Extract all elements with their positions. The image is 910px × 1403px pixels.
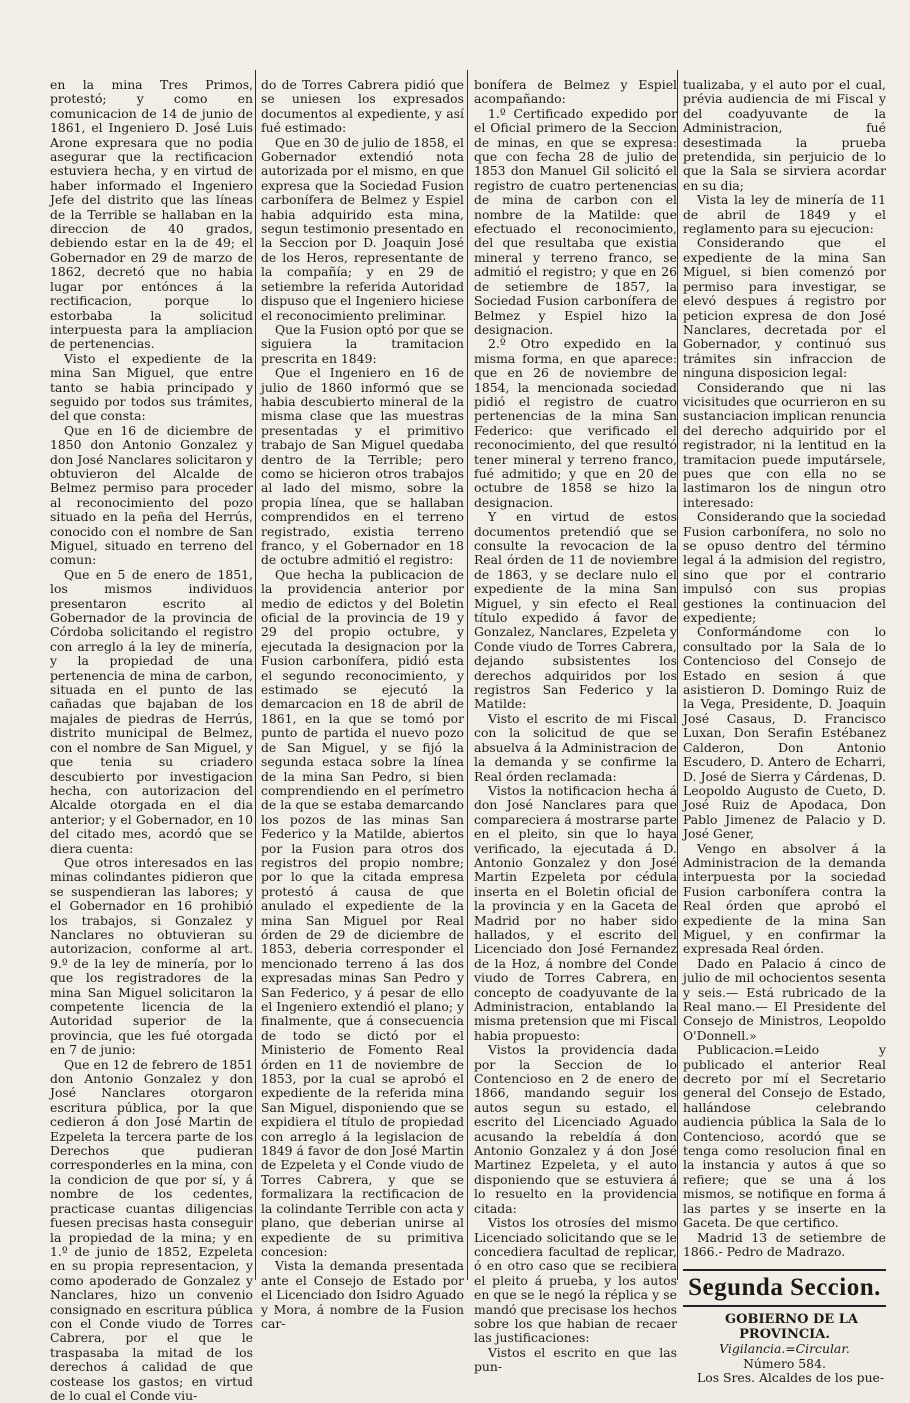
paragraph: bonífera de Belmez y Espiel acompañando: (474, 77, 677, 107)
text-column-4 (683, 77, 886, 1385)
paragraph: Que en 12 de febrero de 1851 don Antonio Gonzalez y don José Nanclares otorgaron escritura pública, por la que cedieron á don José Martin de Ezpeleta la tercera parte de los Derechos que pudieran corresponderles en la mina, con la condicion de que por sí, y á nombre de los cedentes, practicase cuantas diligencias fuesen precisas hasta conseguir la propiedad de la mina; y en 1.º de junio de 1852, Ezpeleta en su propia representacion, y como apoderado de Gonzalez y Nanclares, hizo un convenio consignado en escritura pública con el Conde viudo de Torres Cabrera, por el que le traspasaba la mitad de los derechos á calidad de que costease los gastos; en virtud de lo cual el Conde viu- (50, 1056, 253, 1403)
paragraph: Vistos la notificacion hecha á don José Nanclares para que compareciera á mostrarse parte en el pleito, sin que lo haya verificado, la ejecutada á D. Antonio Gonzalez y don José Martin Ezpeleta por cédula inserta en el Boletin oficial de la provincia y en la Gaceta de Madrid por no haber sido hallados, y el escrito del Licenciado don José Fernandez de la Hoz, á nombre del Conde viudo de Torres Cabrera, en concepto de coadyuvante de la Administracion, entablando la misma pretension que mi Fiscal habia propuesto: (474, 782, 677, 1043)
paragraph: Que hecha la publicacion de la providencia anterior por medio de edictos y del Boletin oficial de la provincia de 19 y 29 del propio octubre, y ejecutada la designacion por la Fusion carbonífera, pidió esta el segundo reconocimiento, y estimado se ejecutó la demarcacion en 18 de abril de 1861, en la que se tomó por punto de partida el nuevo pozo de San Miguel, y se fijó la segunda estaca sobre la línea de la mina San Pedro, si bien comprendiendo en el perímetro de la que se estaba demarcando los pozos de las minas San Federico y la Matilde, abiertos por la Fusion para otros dos registros del propio nombre; por lo que la citada empresa protestó á causa de que anulado el expediente de la mina San Miguel por Real órden de 29 de diciembre de 1853, deberia corresponder el mencionado terreno á las dos expresadas minas San Pedro y San Federico, y á pesar de ello el Ingeniero extendió el plano; y finalmente, que á consecuencia de todo se dictó por el Ministerio de Fomento Real órden en 11 de noviembre de 1853, por la cual se aprobó el expediente de la referida mina San Miguel, disponiendo que se expidiera el título de propiedad con arreglo á la legislacion de 1849 á favor de don José Martin de Ezpeleta y el Conde viudo de Torres Cabrera, y que se formalizara la rectificacion de la colindante Terrible con acta y plano, que deberian unirse al expediente de su primitiva concesion: (261, 566, 464, 1259)
paragraph: en la mina Tres Primos, protestó; y como en comunicacion de 14 de junio de 1861, el Ingeniero D. José Luis Arone expresara que no podia asegurar que la rectificacion estuviera hecha, y en virtud de haber informado el Ingeniero Jefe del distrito que las líneas de la Terrible se hallaban en la direccion de 40 grados, debiendo estar en la de 49; el Gobernador en 29 de marzo de 1862, decretó que no habia lugar por entónces á la rectificacion, porque lo estorbaba la solicitud interpuesta para la ampliacion de pertenencias. (50, 77, 253, 352)
paragraph: Que la Fusion optó por que se siguiera la tramitacion prescrita en 1849: (261, 321, 464, 366)
paragraph: Vistos el escrito en que las pun- (474, 1344, 677, 1375)
paragraph: do de Torres Cabrera pidió que se uniesen los expresados documentos al expediente, y así fué estimado: (261, 77, 464, 136)
notice-type: Vigilancia.=Circular. (719, 1341, 850, 1357)
paragraph: Considerando que la sociedad Fusion carbonífera, no solo no se opuso dentro del término legal á la admision del registro, sino que por el contrario impulsó con sus propias gestiones la continuacion del expediente; (683, 509, 886, 626)
paragraph: Que el Ingeniero en 16 de julio de 1860 informó que se habia descubierto mineral de la misma clase que las muestras presentadas y el primitivo trabajo de San Miguel quedaba dentro de la Terrible; pero como se hicieron otros trabajos al lado del mismo, sobre la propia línea, que se hallaban comprendidos en el terreno registrado, existia terreno franco, y el Gobernador en 18 de octubre admitió el registro: (261, 365, 464, 568)
paragraph: Vistos la providencia dada por la Seccion de lo Contencioso en 2 de enero de 1866, mandando seguir los autos segun su estado, el escrito del Licenciado Aguado acusando la rebeldía á don Antonio Gonzalez y á don José Martinez Ezpeleta, y el auto disponiendo que se estuviera á lo resuelto en la providencia citada: (474, 1042, 677, 1216)
paragraph: Publicacion.=Leido y publicado el anterior Real decreto por mí el Secretario general del Consejo de Estado, hallándose celebrando audiencia pública la Sala de lo Contencioso, acordó que se tenga como resolucion final en la instancia y autos á que so refiere; que se una á los mismos, se notifique en forma á las partes y se inserte en la Gaceta. De que certifico. (683, 1042, 886, 1231)
column-divider (677, 70, 678, 1280)
paragraph: Considerando que el expediente de la mina San Miguel, si bien comenzó por permiso para investigar, se elevó despues á registro por peticion expresa de don José Nanclares, decretada por el Gobernador, y continuó sus trámites sin infraccion de ninguna disposicion legal: (683, 235, 886, 381)
paragraph: Vengo en absolver á la Administracion de la demanda interpuesta por la sociedad Fusion carbonífera contra la Real órden que aprobó el expediente de la mina San Miguel, y en confirmar la expresada Real órden. (683, 840, 886, 957)
paragraph: Vista la demanda presentada ante el Consejo de Estado por el Licenciado don Isidro Aguado y Mora, á nombre de la Fusion car- (261, 1258, 464, 1331)
section-heading: Segunda Seccion. (683, 1269, 886, 1307)
paragraph: Que otros interesados en las minas colindantes pidieron que se suspendieran las labores; y el Gobernador en 16 prohibió los trabajos, si Gonzalez y Nanclares no obtuvieran su autorizacion, conforme al art. 9.º de la ley de minería, por lo que los registradores de la mina San Miguel solicitaron la competente licencia de la Autoridad superior de la provincia, que les fué otorgada en 7 de junio: (50, 854, 253, 1058)
paragraph: Visto el escrito de mi Fiscal con la solicitud de que se absuelva á la Administracion de la demanda y se confirme la Real órden reclamada: (474, 710, 677, 784)
paragraph: 1.º Certificado expedido por el Oficial primero de la Seccion de minas, en que se expresa: que con fecha 28 de julio de 1853 don Manuel Gil solicitó el registro de cuatro pertenencias de mina de carbon con el nombre de la Matilde: que efectuado el reconocimiento, del que resultaba que existia mineral y terreno franco, se admitió el registro; y que en 26 de setiembre de 1857, la Sociedad Fusion carbonífera de Belmez y Espiel hizo la designacion. (474, 105, 677, 337)
paragraph: tualizaba, y el auto por el cual, prévia audiencia de mi Fiscal y del coadyuvante de la Administracion, fué desestimada la prueba pretendida, sin perjuicio de lo que la Sala se sirviera acordar en su dia; (683, 77, 886, 193)
text-column-1 (50, 77, 253, 1403)
paragraph: Que en 5 de enero de 1851, los mismos individuos presentaron escrito al Gobernador de la provincia de Córdoba solicitando el registro con arreglo á la ley de minería, y la propiedad de una pertenencia de mina de carbon, situada en el punto de las cañadas que bajaban de los majales de piedras de Herrús, distrito municipal de Belmez, con el nombre de San Miguel, y que tenia su criadero descubierto por investigacion hecha, con autorizacion del Alcalde otorgada en el dia anterior; y el Gobernador, en 10 del citado mes, acordó que se diera cuenta: (50, 566, 253, 856)
column-divider (467, 70, 468, 1280)
paragraph: Que en 16 de diciembre de 1850 don Antonio Gonzalez y don José Nanclares solicitaron y obtuvieron del Alcalde de Belmez permiso para proceder al reconocimiento del pozo situado en la peña del Herrús, conocido con el nombre de San Miguel, situado en terreno del comun: (50, 422, 253, 568)
column-divider (255, 70, 256, 1280)
paragraph: Vistos los otrosíes del mismo Licenciado solicitando que se le concediera facultad de replicar, ó en otro caso que se recibiera el pleito á prueba, y los autos en que se le negó la réplica y se mandó que precisase los hechos sobre los que habian de recaer las justificaciones: (474, 1215, 677, 1346)
paragraph: Madrid 13 de setiembre de 1866.- Pedro de Madrazo. (683, 1229, 886, 1259)
paragraph: Vista la ley de minería de 11 de abril de 1849 y el reglamento para su ejecucion: (683, 192, 886, 237)
paragraph: Considerando que ni las vicisitudes que ocurrieron en su sustanciacion implican renuncia del derecho adquirido por el registrador, ni la lentitud en la tramitacion puede imputársele, pues que con ella no se lastimaron los de ningun otro interesado: (683, 379, 886, 510)
paragraph: 2.º Otro expedido en la misma forma, en que aparece: que en 26 de noviembre de 1854, la mencionada sociedad pidió el registro de cuatro pertenencias de la mina San Federico: que verificado el reconocimiento, del que resultó tener mineral y terreno franco, fué admitido; y que en 20 de octubre de 1858 se hizo la designacion. (474, 336, 677, 510)
paragraph: Que en 30 de julio de 1858, el Gobernador extendió nota autorizada por el mismo, en que expresa que la Sociedad Fusion carbonífera de Belmez y Espiel habia adquirido esta mina, segun testimonio presentado en la Seccion por D. Joaquin José de los Heros, representante de la compañía; y en 29 de setiembre la referida Autoridad dispuso que el Ingeniero hiciese el reconocimiento preliminar. (261, 134, 465, 323)
text-column-3 (474, 77, 677, 1375)
paragraph: Dado en Palacio á cinco de julio de mil ochocientos sesenta y seis.— Está rubricado de la Real mano.— El Presidente del Consejo de Ministros, Leopoldo O'Donnell.» (683, 955, 886, 1043)
notice-number: Número 584. (743, 1355, 826, 1371)
notice-first-line: Los Sres. Alcaldes de los pue- (697, 1369, 885, 1385)
authority-heading: GOBIERNO DE LA PROVINCIA. (725, 1312, 858, 1342)
paragraph: Conformándome con lo consultado por la Sala de lo Contencioso del Consejo de Estado en sesion á que asistieron D. Domingo Ruiz de la Vega, Presidente, D. Joaquin José Casaus, D. Francisco Luxan, Don Serafin Estébanez Calderon, Don Antonio Escudero, D. Antero de Echarri, D. José de Sierra y Cárdenas, D. Leopoldo Augusto de Cueto, D. José Ruiz de Apodaca, Don Pablo Jimenez de Palacio y D. José Gener, (683, 624, 886, 842)
paragraph: Visto el expediente de la mina San Miguel, que entre tanto se habia principado y seguido por todos sus trámites, del que consta: (50, 350, 253, 424)
paragraph: Y en virtud de estos documentos pretendió que se consulte la revocacion de la Real órden de 11 de noviembre de 1863, y se declare nulo el expediente de la mina San Miguel, y sin efecto el Real título expedido á favor de Gonzalez, Nanclares, Ezpeleta y Conde viudo de Torres Cabrera, dejando subsistentes los derechos adquiridos por los registros San Federico y la Matilde: (474, 509, 677, 712)
text-column-2 (261, 77, 465, 1331)
